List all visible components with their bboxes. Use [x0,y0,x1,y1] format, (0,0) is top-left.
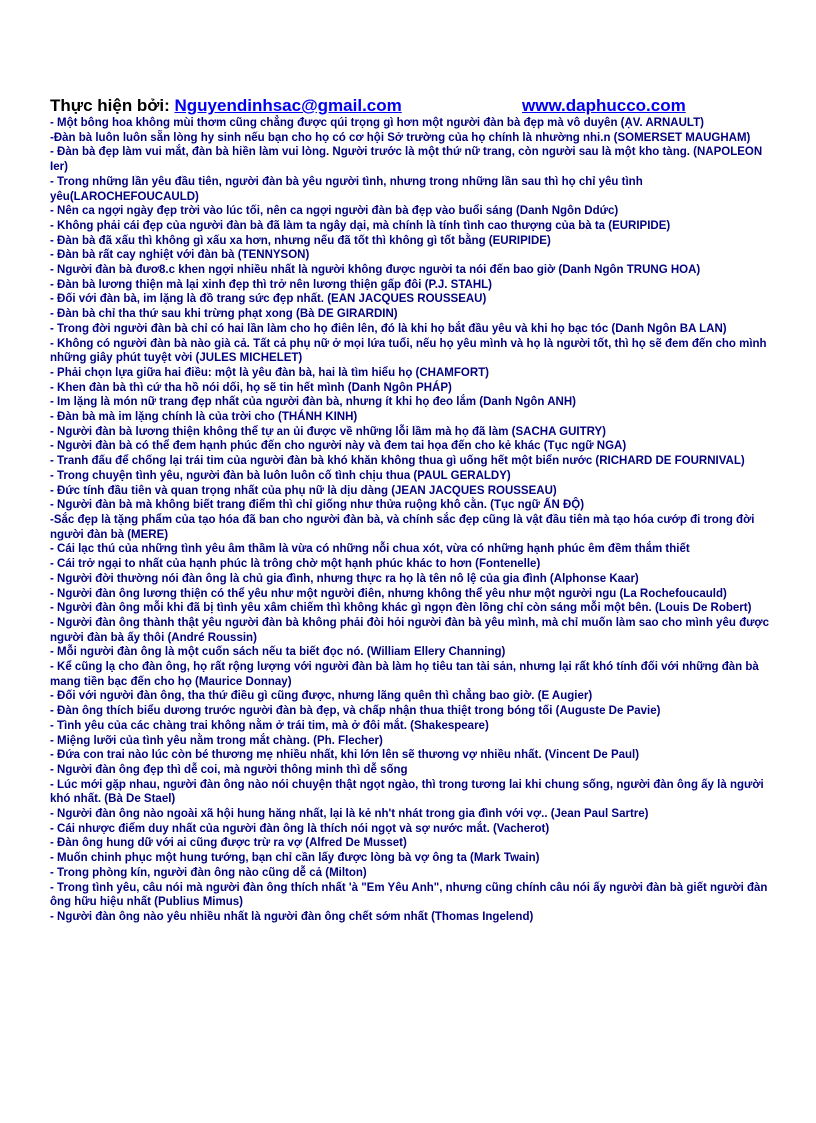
quote-item: - Người đàn ông nào ngoài xã hội hung hăng nhất, lại là kẻ nh't nhát trong gia đình với vợ.. (Jean Paul Sartre) [50,808,649,821]
document-header [50,96,782,116]
quote-item: - Không phải cái đẹp của người đàn bà đã làm ta ngây dại, mà chính là tính tình cao thượng của bà ta (EURIPIDE) [50,219,671,232]
quote-item: - Đàn bà chỉ tha thứ sau khi trừng phạt xong (Bà DE GIRARDIN) [50,308,398,321]
quote-item: - Người đàn ông mỗi khi đã bị tình yêu xâm chiếm thì không khác gì ngọn đèn lồng chỉ còn sáng mỗi một bên. (Louis De Robert) [50,602,752,615]
quote-item: - Phải chọn lựa giữa hai điều: một là yêu đàn bà, hai là tìm hiểu họ (CHAMFORT) [50,366,489,379]
quote-item: - Trong đời người đàn bà chỉ có hai lần làm cho họ điên lên, đó là khi họ bắt đầu yêu và khi họ bạc tóc (Danh Ngôn BA LAN) [50,322,727,335]
quote-item: - Khen đàn bà thì cứ tha hồ nói dối, họ sẽ tin hết mình (Danh Ngôn PHÁP) [50,381,452,394]
quote-item: - Tình yêu của các chàng trai không nằm ở trái tim, mà ở đôi mắt. (Shakespeare) [50,719,489,732]
quote-item: - Đàn bà đã xấu thì không gì xấu xa hơn, nhưng nếu đã tốt thì không gì tốt bằng (EURIPIDE) [50,234,551,247]
quote-item: - Không có người đàn bà nào già cả. Tất cả phụ nữ ở mọi lứa tuổi, nếu họ yêu mình và họ là người tốt, thì họ sẽ đem đến cho mình những giây phút tuyệt vời (JULES MICHELET) [50,337,767,365]
quote-item: - Trong tình yêu, câu nói mà người đàn ông thích nhất 'à "Em Yêu Anh", nhưng cũng chính câu nói ấy người đàn bà giết người đàn ông hữu hiệu nhất (Publius Mimus) [50,881,768,909]
quote-item: - Đối với đàn bà, im lặng là đồ trang sức đẹp nhất. (EAN JACQUES ROUSSEAU) [50,293,487,306]
quote-item: - Người đàn bà mà không biết trang điểm thì chỉ giống như thửa ruộng khô cằn. (Tục ngữ ẤN ĐỘ) [50,499,585,512]
quote-item: - Một bông hoa không mùi thơm cũng chẳng được qúi trọng gì hơn một người đàn bà đẹp mà vô duyên (ẠV. ARNAULT) [50,117,704,129]
document-page [50,96,782,925]
quote-item: - Cái lạc thú của những tình yêu âm thầm là vừa có những nỗi chua xót, vừa có những hạnh phúc êm đềm thắm thiết [50,543,690,556]
email-link[interactable]: Nguyendinhsac@gmail.com [174,96,402,115]
quote-list [50,116,782,925]
quote-item: - Đàn bà rất cay nghiệt với đàn bà (TENNYSON) [50,249,310,262]
quote-item: - Cái trở ngại to nhất của hạnh phúc là trông chờ một hạnh phúc khác to hơn (Fontenelle) [50,558,541,571]
quote-item: - Người đàn ông lương thiện có thể yêu như một người điên, nhưng không thể yêu như một người ngu (La Rochefoucauld) [50,587,727,600]
quote-item: -Đàn bà luôn luôn sẵn lòng hy sinh nếu bạn cho họ có cơ hội Sở trường của họ chính là nhường nhi.n (SOMERSET MAUGHAM) [50,131,751,144]
quote-item: - Người đàn ông thành thật yêu người đàn bà không phải đòi hỏi người đàn bà yêu mình, mà chỉ muốn làm sao cho mình yêu được người đàn bà ấy thôi (André Roussin) [50,616,769,644]
quote-item: - Muốn chinh phục một hung tướng, bạn chỉ cần lấy được lòng bà vợ ông ta (Mark Twain) [50,852,540,865]
quote-item: - Trong phòng kín, người đàn ông nào cũng dễ cả (Milton) [50,866,367,879]
quote-item: - Người đàn ông đẹp thì dễ coi, mà người thông minh thì dễ sống [50,763,408,776]
quote-item: - Nên ca ngợi ngày đẹp trời vào lúc tối, nên ca ngợi người đàn bà đẹp vào buổi sáng (Danh Ngôn Ddức) [50,205,619,218]
quote-item: - Người đàn bà lương thiện không thể tự an ủi được về những lỗi lầm mà họ đã làm (SACHA GUITRY) [50,425,606,438]
quote-item: - Miệng lưỡi của tình yêu nằm trong mắt chàng. (Ph. Flecher) [50,734,383,747]
quote-item: -Sắc đẹp là tặng phẩm của tạo hóa đã ban cho người đàn bà, và chính sắc đẹp cũng là vật đầu tiên mà tạo hóa cướp đi trong đời người đàn bà (MERE) [50,513,755,541]
quote-item: - Đàn bà mà im lặng chính là của trời cho (THÁNH KINH) [50,411,358,424]
quote-item: - Đàn bà đẹp làm vui mắt, đàn bà hiền làm vui lòng. Người trước là một thứ nữ trang, còn người sau là một kho tàng. (NAPOLEON Ier) [50,146,763,174]
quote-item: - Người đàn ông nào yêu nhiều nhất là người đàn ông chết sớm nhất (Thomas Ingelend) [50,910,534,923]
quote-item: - Cái nhược điểm duy nhất của người đàn ông là thích nói ngọt và sợ nước mắt. (Vacherot) [50,822,550,835]
quote-item: - Đàn ông hung dữ với ai cũng được trừ ra vợ (Alfred De Musset) [50,837,407,850]
quote-item: - Trong chuyện tình yêu, người đàn bà luôn luôn cố tình chịu thua (PAUL GERALDY) [50,469,511,482]
quote-item: - Tranh đấu để chống lại trái tim của người đàn bà khó khăn không thua gì uống hết một biển nước (RICHARD DE FOURNIVAL) [50,455,745,468]
quote-item: - Đối với người đàn ông, tha thứ điều gì cũng được, nhưng lãng quên thì chẳng bao giờ. (E Augier) [50,690,593,703]
quote-item: - Kể cũng lạ cho đàn ông, họ rất rộng lượng với người đàn bà làm họ tiêu tan tài sản, nhưng lại rất khó tính đối với những đàn bà mang tiền bạc đến cho họ (Maurice Donnay) [50,661,759,688]
quote-item: - Đàn bà lương thiện mà lại xinh đẹp thì trở nên lương thiện gấp đôi (P.J. STAHL) [50,278,492,291]
quote-item: - Người đàn bà có thể đem hạnh phúc đến cho người này và đem tai họa đến cho kẻ khác (Tục ngữ NGA) [50,440,627,453]
website-link[interactable]: www.daphucco.com [522,96,686,115]
quote-item: - Im lặng là món nữ trang đẹp nhất của người đàn bà, nhưng ít khi họ đeo lắm (Danh Ngôn ANH) [50,396,576,409]
quote-item: - Đàn ông thích biểu dương trước người đàn bà đẹp, và chấp nhận thua thiệt trong bóng tối (Auguste De Pavie) [50,705,661,718]
quote-item: - Đứa con trai nào lúc còn bé thương mẹ nhiều nhất, khi lớn lên sẽ thương vợ nhiều nhất. (Vincent De Paul) [50,749,640,762]
quote-item: - Mỗi người đàn ông là một cuốn sách nếu ta biết đọc nó. (William Ellery Channing) [50,646,506,659]
quote-item: - Trong những lần yêu đầu tiên, người đàn bà yêu người tình, nhưng trong những lần sau thì họ chỉ yêu tình yêu(LAROCHEFOUCAULD) [50,175,643,203]
quote-item: - Người đời thường nói đàn ông là chủ gia đình, nhưng thực ra họ là tên nô lệ của gia đình (Alphonse Kaar) [50,572,639,585]
quote-item: - Người đàn bà đươ8.c khen ngợi nhiều nhất là người không được người ta nói đến bao giờ (Danh Ngôn TRUNG HOA) [50,264,701,277]
quote-item: - Lúc mới gặp nhau, người đàn ông nào nói chuyện thật ngọt ngào, thì trong tương lai khi chung sống, người đàn ông ấy là người khó nhất. (Bà De Stael) [50,778,764,806]
author-label: Thực hiện bởi: [50,96,170,115]
quote-item: - Đức tính đầu tiên và quan trọng nhất của phụ nữ là dịu dàng (JEAN JACQUES ROUSSEAU) [50,484,557,497]
